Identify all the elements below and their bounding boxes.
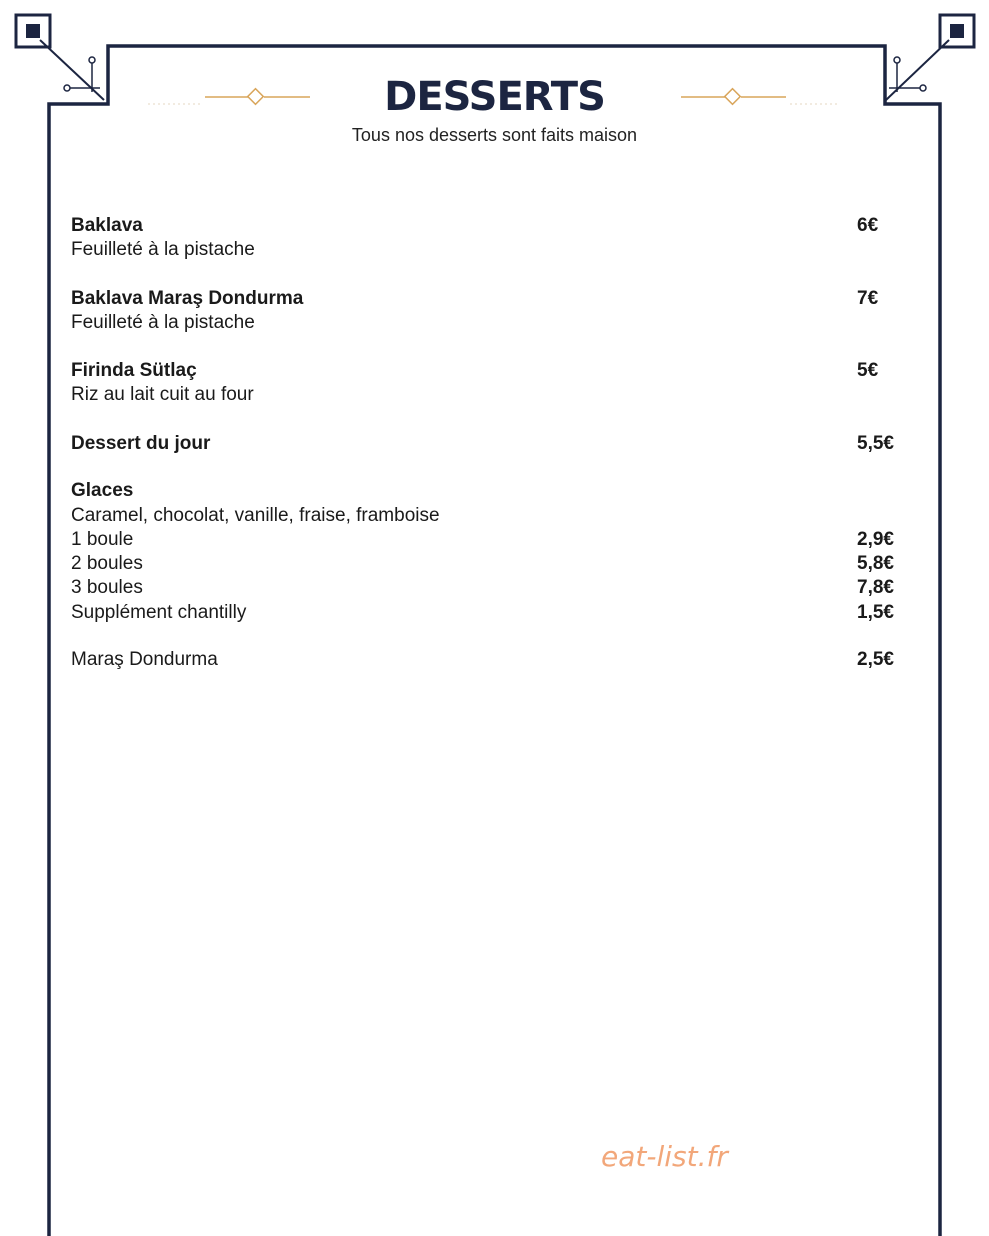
- glaces-option-price: 5,8€: [857, 553, 894, 574]
- glaces-title-row: [71, 479, 897, 503]
- menu-item-price: 5,5€: [857, 433, 894, 454]
- menu-item-maras-dondurma: [71, 648, 897, 672]
- menu-item-dessert-du-jour: [71, 432, 897, 456]
- watermark: eat-list.fr: [601, 1140, 728, 1173]
- menu-item-price: 7€: [857, 288, 879, 309]
- menu-item-price: 5€: [857, 360, 879, 381]
- menu-item-name: Baklava: [71, 215, 143, 236]
- glaces-option-row: [71, 528, 897, 552]
- menu-item-description: [71, 383, 897, 407]
- menu-item-name: Baklava Maraş Dondurma: [71, 288, 304, 309]
- menu-item-description-text: Feuilleté à la pistache: [71, 239, 255, 260]
- menu-item-firinda-sutlac: [71, 359, 897, 383]
- glaces-option-price: 7,8€: [857, 577, 894, 598]
- menu-item-description: [71, 311, 897, 335]
- menu-item-name: Maraş Dondurma: [71, 649, 218, 670]
- menu-item-description-text: Feuilleté à la pistache: [71, 312, 255, 333]
- menu-item-name: Firinda Sütlaç: [71, 360, 197, 381]
- page-subtitle: Tous nos desserts sont faits maison: [351, 125, 638, 145]
- glaces-flavors-row: [71, 504, 897, 528]
- glaces-flavors: Caramel, chocolat, vanille, fraise, framboise: [71, 505, 440, 526]
- glaces-option-row: [71, 552, 897, 576]
- menu-item-description: [71, 238, 897, 262]
- glaces-option-label: Supplément chantilly: [71, 602, 247, 623]
- menu-item-price: 6€: [857, 215, 879, 236]
- menu-item-baklava: [71, 214, 897, 238]
- page-title: DESSERTS: [384, 74, 605, 120]
- menu-item-price: 2,5€: [857, 649, 894, 670]
- glaces-option-row: [71, 601, 897, 625]
- glaces-option-row: [71, 576, 897, 600]
- glaces-option-label: 1 boule: [71, 529, 134, 550]
- menu-item-baklava-maras: [71, 287, 897, 311]
- glaces-option-label: 2 boules: [71, 553, 143, 574]
- glaces-option-price: 2,9€: [857, 529, 894, 550]
- glaces-title: Glaces: [71, 480, 134, 501]
- menu-item-description-text: Riz au lait cuit au four: [71, 384, 254, 405]
- glaces-option-label: 3 boules: [71, 577, 143, 598]
- menu-item-name: Dessert du jour: [71, 433, 211, 454]
- glaces-option-price: 1,5€: [857, 602, 894, 623]
